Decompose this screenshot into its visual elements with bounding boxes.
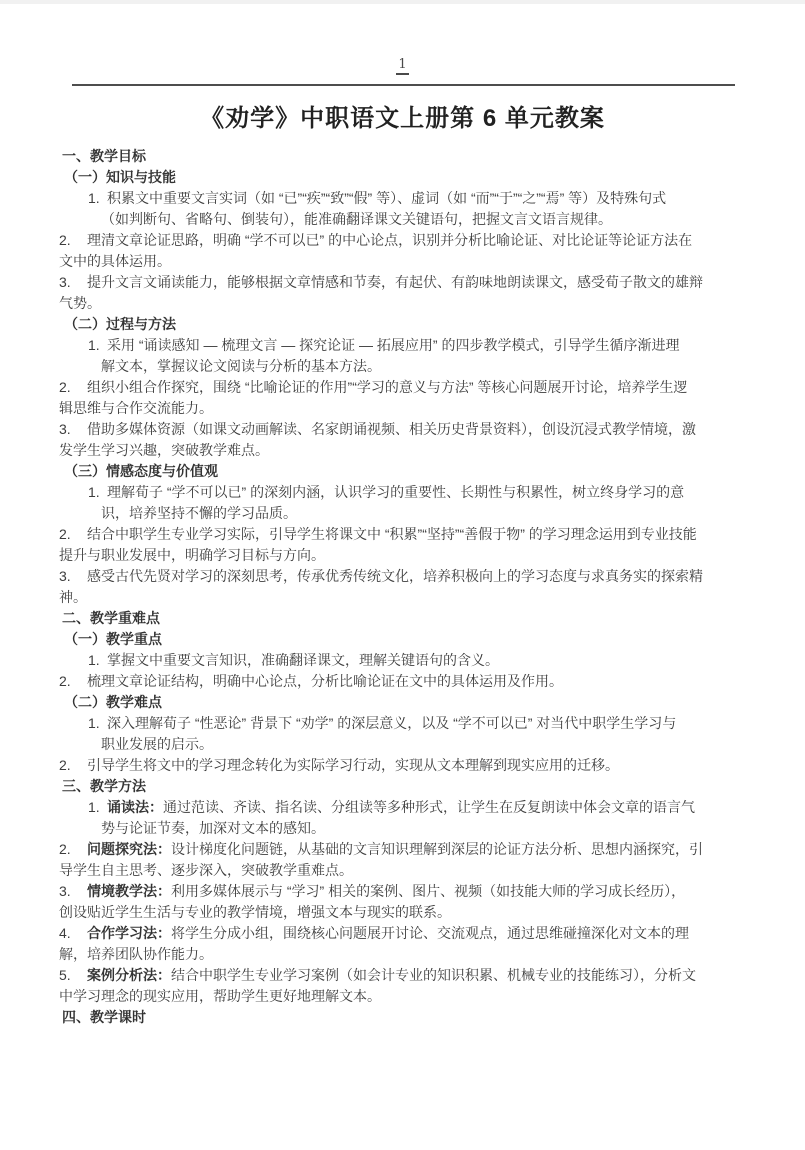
line-text: 二、教学重难点 xyxy=(62,610,160,626)
doc-line xyxy=(59,944,759,965)
list-number: 2. xyxy=(59,757,71,773)
list-number: 2. xyxy=(59,526,71,542)
term-label: 案例分析法： xyxy=(87,967,171,983)
doc-line xyxy=(59,482,759,503)
doc-line xyxy=(59,965,759,986)
line-text: 理清文章论证思路，明确 “学不可以已” 的中心论点，识别并分析比喻论证、对比论证等论证方法在 xyxy=(87,232,693,248)
line-text: 中学习理念的现实应用，帮助学生更好地理解文本。 xyxy=(59,988,381,1004)
line-text: 识，培养坚持不懈的学习品质。 xyxy=(101,505,297,521)
line-text: 借助多媒体资源（如课文动画解读、名家朗诵视频、相关历史背景资料），创设沉浸式教学情境，激 xyxy=(87,421,696,437)
doc-line xyxy=(59,776,759,797)
doc-line xyxy=(59,818,759,839)
line-text: 将学生分成小组，围绕核心问题展开讨论、交流观点，通过思维碰撞深化对文本的理 xyxy=(171,925,689,941)
line-text: （二）教学难点 xyxy=(64,694,162,710)
line-text: 导学生自主思考、逐步深入，突破教学重难点。 xyxy=(59,862,353,878)
doc-line xyxy=(59,566,759,587)
doc-line xyxy=(59,419,759,440)
doc-line xyxy=(59,251,759,272)
doc-line xyxy=(59,356,759,377)
line-text: 引导学生将文中的学习理念转化为实际学习行动，实现从文本理解到现实应用的迁移。 xyxy=(87,757,619,773)
list-number: 2. xyxy=(59,841,71,857)
line-text: 深入理解荀子 “性恶论” 背景下 “劝学” 的深层意义，以及 “学不可以已” 对当代中职学生学习与 xyxy=(107,715,677,731)
line-text: 组织小组合作探究，围绕 “比喻论证的作用”“学习的意义与方法” 等核心问题展开讨论，培养学生逻 xyxy=(87,379,688,395)
doc-line xyxy=(59,314,759,335)
doc-line xyxy=(59,713,759,734)
doc-line xyxy=(59,881,759,902)
line-text: 辑思维与合作交流能力。 xyxy=(59,400,213,416)
document-title: 《劝学》中职语文上册第 6 单元教案 xyxy=(200,105,605,132)
line-text: 解，培养团队协作能力。 xyxy=(59,946,213,962)
doc-line xyxy=(59,503,759,524)
list-number: 3. xyxy=(59,883,71,899)
doc-line xyxy=(59,692,759,713)
line-text: 神。 xyxy=(59,589,87,605)
doc-line xyxy=(59,230,759,251)
line-text: 结合中职学生专业学习实际，引导学生将课文中 “积累”“坚持”“善假于物” 的学习理念运用到专业技能 xyxy=(87,526,697,542)
doc-line xyxy=(59,671,759,692)
doc-line xyxy=(59,923,759,944)
doc-line xyxy=(59,545,759,566)
term-label: 问题探究法： xyxy=(87,841,171,857)
line-text: 设计梯度化问题链，从基础的文言知识理解到深层的论证方法分析、思想内涵探究，引 xyxy=(171,841,703,857)
line-text: 创设贴近学生生活与专业的教学情境，增强文本与现实的联系。 xyxy=(59,904,451,920)
list-number: 5. xyxy=(59,967,71,983)
doc-line xyxy=(59,272,759,293)
doc-line xyxy=(59,902,759,923)
doc-line xyxy=(59,587,759,608)
line-text: 结合中职学生专业学习案例（如会计专业的知识积累、机械专业的技能练习），分析文 xyxy=(171,967,696,983)
doc-line xyxy=(59,188,759,209)
line-text: 势与论证节奏，加深对文本的感知。 xyxy=(101,820,325,836)
list-number: 3. xyxy=(59,568,71,584)
list-number: 1. xyxy=(88,337,100,353)
top-edge-strip xyxy=(0,0,805,4)
line-text: 解文本，掌握议论文阅读与分析的基本方法。 xyxy=(101,358,381,374)
list-number: 1. xyxy=(88,484,100,500)
term-label: 情境教学法： xyxy=(87,883,171,899)
list-number: 2. xyxy=(59,673,71,689)
list-number: 2. xyxy=(59,232,71,248)
doc-line xyxy=(59,335,759,356)
list-number: 3. xyxy=(59,421,71,437)
list-number: 1. xyxy=(88,715,100,731)
term-label: 诵读法： xyxy=(107,799,163,815)
doc-line xyxy=(59,209,759,230)
doc-line xyxy=(59,608,759,629)
line-text: 职业发展的启示。 xyxy=(101,736,213,752)
doc-line xyxy=(59,650,759,671)
line-text: 三、教学方法 xyxy=(62,778,146,794)
doc-line xyxy=(59,146,759,167)
doc-line xyxy=(59,1007,759,1028)
header-rule xyxy=(72,84,735,86)
line-text: 感受古代先贤对学习的深刻思考，传承优秀传统文化，培养积极向上的学习态度与求真务实的探索精 xyxy=(87,568,703,584)
doc-line xyxy=(59,293,759,314)
doc-line xyxy=(59,860,759,881)
doc-line xyxy=(59,440,759,461)
line-text: 利用多媒体展示与 “学习” 相关的案例、图片、视频（如技能大师的学习成长经历）， xyxy=(171,883,686,899)
list-number: 2. xyxy=(59,379,71,395)
doc-line xyxy=(59,167,759,188)
list-number: 1. xyxy=(88,799,100,815)
doc-line xyxy=(59,986,759,1007)
line-text: 四、教学课时 xyxy=(62,1009,146,1025)
line-text: 提升文言文诵读能力，能够根据文章情感和节奏，有起伏、有韵味地朗读课文，感受荀子散文的雄辩 xyxy=(87,274,703,290)
term-label: 合作学习法： xyxy=(87,925,171,941)
doc-line xyxy=(59,755,759,776)
list-number: 1. xyxy=(88,190,100,206)
line-text: （一）教学重点 xyxy=(64,631,162,647)
line-text: 通过范读、齐读、指名读、分组读等多种形式，让学生在反复朗读中体会文章的语言气 xyxy=(163,799,695,815)
list-number: 4. xyxy=(59,925,71,941)
line-text: 发学生学习兴趣，突破教学难点。 xyxy=(59,442,269,458)
line-text: （二）过程与方法 xyxy=(64,316,176,332)
document-body xyxy=(59,146,759,1028)
line-text: 掌握文中重要文言知识，准确翻译课文，理解关键语句的含义。 xyxy=(107,652,499,668)
line-text: 积累文中重要文言实词（如 “已”“疾”“致”“假” 等）、虚词（如 “而”“于”“之”“焉” 等）及特殊句式 xyxy=(107,190,667,206)
line-text: 文中的具体运用。 xyxy=(59,253,171,269)
doc-line xyxy=(59,524,759,545)
doc-line xyxy=(59,839,759,860)
line-text: （如判断句、省略句、倒装句），能准确翻译课文关键语句，把握文言文语言规律。 xyxy=(101,211,612,227)
page-header xyxy=(0,55,805,75)
line-text: （一）知识与技能 xyxy=(64,169,176,185)
line-text: 提升与职业发展中，明确学习目标与方向。 xyxy=(59,547,325,563)
line-text: （三）情感态度与价值观 xyxy=(64,463,218,479)
doc-line xyxy=(59,398,759,419)
line-text: 气势。 xyxy=(59,295,101,311)
doc-line xyxy=(59,629,759,650)
doc-line xyxy=(59,461,759,482)
line-text: 梳理文章论证结构，明确中心论点，分析比喻论证在文中的具体运用及作用。 xyxy=(87,673,563,689)
doc-line xyxy=(59,377,759,398)
page-number: 1 xyxy=(396,57,408,75)
doc-line xyxy=(59,797,759,818)
list-number: 3. xyxy=(59,274,71,290)
doc-line xyxy=(59,734,759,755)
line-text: 采用 “诵读感知 — 梳理文言 — 探究论证 — 拓展应用” 的四步教学模式，引导学生循序渐进理 xyxy=(107,337,680,353)
line-text: 一、教学目标 xyxy=(62,148,146,164)
list-number: 1. xyxy=(88,652,100,668)
line-text: 理解荀子 “学不可以已” 的深刻内涵，认识学习的重要性、长期性与积累性，树立终身学习的意 xyxy=(107,484,685,500)
